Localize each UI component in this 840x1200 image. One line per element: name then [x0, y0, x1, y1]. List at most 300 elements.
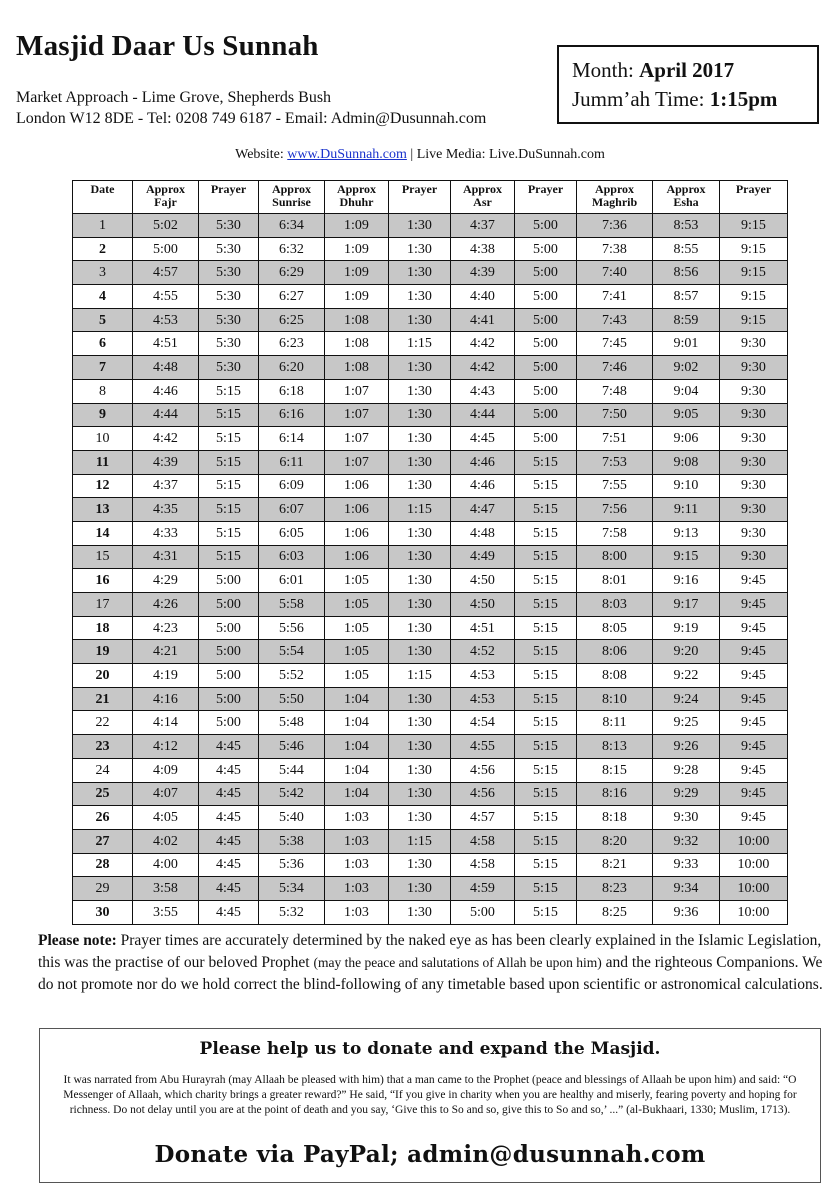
time-cell: 5:15 [515, 758, 577, 782]
prayer-timetable [72, 180, 788, 925]
column-header-line: Approx [462, 182, 503, 196]
time-cell: 9:45 [720, 664, 788, 688]
table-row [73, 403, 788, 427]
time-cell: 4:39 [133, 450, 199, 474]
table-body [73, 214, 788, 925]
time-cell: 5:15 [515, 616, 577, 640]
time-cell: 5:58 [259, 593, 325, 617]
date-cell: 24 [73, 758, 133, 782]
time-cell: 4:45 [199, 806, 259, 830]
time-cell: 7:40 [577, 261, 653, 285]
table-row [73, 214, 788, 238]
time-cell: 9:34 [653, 877, 720, 901]
time-cell: 10:00 [720, 900, 788, 924]
time-cell: 1:04 [325, 782, 389, 806]
time-cell: 1:07 [325, 403, 389, 427]
date-cell: 27 [73, 829, 133, 853]
time-cell: 7:46 [577, 356, 653, 380]
time-cell: 5:30 [199, 332, 259, 356]
time-cell: 8:15 [577, 758, 653, 782]
time-cell: 1:30 [389, 593, 451, 617]
time-cell: 9:15 [720, 214, 788, 238]
time-cell: 4:44 [451, 403, 515, 427]
time-cell: 1:03 [325, 877, 389, 901]
date-cell: 13 [73, 498, 133, 522]
note-text-2: and the righteous Companions. We do not promote nor do we hold correct the blind-following of any timetable based upon scientific or astronomical calculations. [38, 954, 823, 993]
column-header-line: Asr [473, 195, 492, 209]
time-cell: 1:09 [325, 214, 389, 238]
date-cell: 22 [73, 711, 133, 735]
date-cell: 8 [73, 379, 133, 403]
time-cell: 4:42 [133, 427, 199, 451]
time-cell: 4:39 [451, 261, 515, 285]
note-label: Please note: [38, 932, 117, 949]
time-cell: 4:37 [133, 474, 199, 498]
table-row [73, 332, 788, 356]
time-cell: 9:02 [653, 356, 720, 380]
time-cell: 4:45 [199, 853, 259, 877]
time-cell: 4:58 [451, 829, 515, 853]
time-cell: 5:00 [515, 237, 577, 261]
table-row [73, 308, 788, 332]
time-cell: 6:29 [259, 261, 325, 285]
time-cell: 1:30 [389, 521, 451, 545]
time-cell: 9:16 [653, 569, 720, 593]
table-row [73, 498, 788, 522]
time-cell: 4:19 [133, 664, 199, 688]
time-cell: 9:11 [653, 498, 720, 522]
time-cell: 5:00 [515, 285, 577, 309]
time-cell: 4:57 [451, 806, 515, 830]
time-cell: 5:34 [259, 877, 325, 901]
time-cell: 3:55 [133, 900, 199, 924]
date-cell: 19 [73, 640, 133, 664]
time-cell: 5:30 [199, 214, 259, 238]
date-cell: 25 [73, 782, 133, 806]
table-row [73, 877, 788, 901]
time-cell: 6:05 [259, 521, 325, 545]
time-cell: 4:07 [133, 782, 199, 806]
time-cell: 5:15 [515, 711, 577, 735]
time-cell: 9:10 [653, 474, 720, 498]
date-cell: 6 [73, 332, 133, 356]
time-cell: 4:46 [133, 379, 199, 403]
time-cell: 5:00 [199, 616, 259, 640]
time-cell: 1:15 [389, 498, 451, 522]
hadith-text: It was narrated from Abu Hurayrah (may Allaah be pleased with him) that a man came to the Prophet (peace and blessings of Allaah be upon him) and said: “O Messenger of Allaah, which charity brings a greater reward?” He said, “If you give in charity when you are healthy and miserly, fearing poverty and hoping for richness. Do not delay until you are at the point of death and you say, ‘Give this to So and so, give this to So and so,’ ...” (al-Bukhaari, 1330; Muslim, 1713). [63, 1074, 797, 1116]
column-header-line: Approx [336, 182, 377, 196]
time-cell: 4:48 [451, 521, 515, 545]
time-cell: 9:20 [653, 640, 720, 664]
column-header-line: Dhuhr [339, 195, 374, 209]
paypal-donate-line: Donate via PayPal; admin@dusunnah.com [154, 1141, 706, 1168]
time-cell: 8:00 [577, 545, 653, 569]
column-header-line: Prayer [210, 182, 247, 196]
month-info-box [557, 45, 819, 124]
table-row [73, 356, 788, 380]
time-cell: 5:15 [515, 450, 577, 474]
time-cell: 7:56 [577, 498, 653, 522]
time-cell: 5:30 [199, 237, 259, 261]
time-cell: 1:30 [389, 474, 451, 498]
column-header-line: Prayer [401, 182, 438, 196]
time-cell: 9:30 [720, 356, 788, 380]
time-cell: 5:15 [199, 403, 259, 427]
column-header-line: Prayer [527, 182, 564, 196]
time-cell: 9:05 [653, 403, 720, 427]
time-cell: 10:00 [720, 853, 788, 877]
address-line-1: Market Approach - Lime Grove, Shepherds Bush [16, 89, 332, 106]
table-row [73, 687, 788, 711]
column-header-line: Date [90, 182, 115, 196]
time-cell: 5:15 [515, 664, 577, 688]
time-cell: 1:30 [389, 214, 451, 238]
time-cell: 6:11 [259, 450, 325, 474]
time-cell: 6:09 [259, 474, 325, 498]
time-cell: 9:28 [653, 758, 720, 782]
time-cell: 4:49 [451, 545, 515, 569]
time-cell: 1:30 [389, 806, 451, 830]
time-cell: 8:18 [577, 806, 653, 830]
time-cell: 9:30 [720, 403, 788, 427]
time-cell: 7:41 [577, 285, 653, 309]
date-cell: 29 [73, 877, 133, 901]
date-cell: 10 [73, 427, 133, 451]
time-cell: 4:29 [133, 569, 199, 593]
time-cell: 9:15 [720, 261, 788, 285]
column-header [515, 181, 577, 214]
time-cell: 4:33 [133, 521, 199, 545]
time-cell: 1:08 [325, 332, 389, 356]
date-cell: 26 [73, 806, 133, 830]
time-cell: 9:45 [720, 593, 788, 617]
time-cell: 5:00 [515, 403, 577, 427]
column-header-line: Approx [594, 182, 635, 196]
date-cell: 14 [73, 521, 133, 545]
table-row [73, 640, 788, 664]
time-cell: 7:58 [577, 521, 653, 545]
time-cell: 9:30 [720, 450, 788, 474]
time-cell: 1:06 [325, 545, 389, 569]
time-cell: 4:44 [133, 403, 199, 427]
time-cell: 1:03 [325, 829, 389, 853]
address-line-2: London W12 8DE - Tel: 0208 749 6187 - Email: Admin@Dusunnah.com [16, 110, 487, 127]
time-cell: 4:50 [451, 593, 515, 617]
time-cell: 5:00 [199, 569, 259, 593]
time-cell: 9:45 [720, 616, 788, 640]
time-cell: 8:57 [653, 285, 720, 309]
time-cell: 1:30 [389, 640, 451, 664]
column-header [720, 181, 788, 214]
time-cell: 4:42 [451, 332, 515, 356]
time-cell: 1:07 [325, 450, 389, 474]
time-cell: 8:56 [653, 261, 720, 285]
time-cell: 4:23 [133, 616, 199, 640]
time-cell: 5:48 [259, 711, 325, 735]
time-cell: 7:43 [577, 308, 653, 332]
column-header-line: Approx [666, 182, 706, 196]
time-cell: 4:16 [133, 687, 199, 711]
time-cell: 6:25 [259, 308, 325, 332]
time-cell: 4:45 [199, 877, 259, 901]
time-cell: 6:16 [259, 403, 325, 427]
time-cell: 9:33 [653, 853, 720, 877]
time-cell: 5:52 [259, 664, 325, 688]
time-cell: 8:16 [577, 782, 653, 806]
time-cell: 5:02 [133, 214, 199, 238]
time-cell: 4:14 [133, 711, 199, 735]
time-cell: 4:38 [451, 237, 515, 261]
time-cell: 1:03 [325, 806, 389, 830]
table-row [73, 900, 788, 924]
time-cell: 1:05 [325, 569, 389, 593]
time-cell: 5:15 [515, 782, 577, 806]
time-cell: 5:30 [199, 356, 259, 380]
time-cell: 5:54 [259, 640, 325, 664]
jummah-value: 1:15pm [709, 87, 778, 111]
time-cell: 6:18 [259, 379, 325, 403]
time-cell: 5:40 [259, 806, 325, 830]
time-cell: 1:30 [389, 450, 451, 474]
time-cell: 9:45 [720, 687, 788, 711]
time-cell: 4:48 [133, 356, 199, 380]
time-cell: 4:45 [199, 758, 259, 782]
time-cell: 5:15 [199, 427, 259, 451]
time-cell: 8:01 [577, 569, 653, 593]
column-header [653, 181, 720, 214]
table-row [73, 450, 788, 474]
time-cell: 5:00 [199, 664, 259, 688]
time-cell: 4:45 [199, 829, 259, 853]
time-cell: 5:15 [515, 474, 577, 498]
time-cell: 1:03 [325, 900, 389, 924]
time-cell: 4:02 [133, 829, 199, 853]
time-cell: 5:15 [199, 521, 259, 545]
time-cell: 5:15 [515, 829, 577, 853]
time-cell: 6:01 [259, 569, 325, 593]
time-cell: 8:03 [577, 593, 653, 617]
column-header [577, 181, 653, 214]
time-cell: 5:15 [199, 450, 259, 474]
table-row [73, 664, 788, 688]
column-header [325, 181, 389, 214]
time-cell: 1:30 [389, 545, 451, 569]
time-cell: 9:30 [720, 427, 788, 451]
time-cell: 8:25 [577, 900, 653, 924]
time-cell: 8:13 [577, 735, 653, 759]
table-row [73, 806, 788, 830]
time-cell: 9:45 [720, 758, 788, 782]
time-cell: 4:53 [133, 308, 199, 332]
time-cell: 9:45 [720, 640, 788, 664]
time-cell: 9:30 [720, 498, 788, 522]
website-line [0, 147, 840, 163]
time-cell: 9:30 [720, 474, 788, 498]
time-cell: 1:05 [325, 616, 389, 640]
time-cell: 5:15 [515, 687, 577, 711]
table-row [73, 427, 788, 451]
table-row [73, 545, 788, 569]
time-cell: 1:06 [325, 474, 389, 498]
time-cell: 9:45 [720, 782, 788, 806]
time-cell: 4:45 [451, 427, 515, 451]
time-cell: 1:30 [389, 261, 451, 285]
website-link[interactable]: www.DuSunnah.com [287, 147, 407, 162]
time-cell: 9:24 [653, 687, 720, 711]
time-cell: 4:37 [451, 214, 515, 238]
date-cell: 12 [73, 474, 133, 498]
time-cell: 4:46 [451, 450, 515, 474]
time-cell: 6:07 [259, 498, 325, 522]
time-cell: 4:42 [451, 356, 515, 380]
column-header [133, 181, 199, 214]
time-cell: 4:55 [451, 735, 515, 759]
time-cell: 1:15 [389, 829, 451, 853]
time-cell: 4:53 [451, 664, 515, 688]
time-cell: 1:30 [389, 356, 451, 380]
time-cell: 8:05 [577, 616, 653, 640]
time-cell: 1:30 [389, 308, 451, 332]
table-row [73, 379, 788, 403]
time-cell: 8:23 [577, 877, 653, 901]
time-cell: 5:00 [199, 711, 259, 735]
time-cell: 1:30 [389, 427, 451, 451]
time-cell: 4:51 [133, 332, 199, 356]
table-row [73, 569, 788, 593]
jummah-label: Jumm’ah Time: [572, 87, 705, 111]
time-cell: 9:30 [720, 332, 788, 356]
time-cell: 10:00 [720, 829, 788, 853]
page-title: Masjid Daar Us Sunnah [16, 30, 319, 62]
table-row [73, 829, 788, 853]
time-cell: 6:14 [259, 427, 325, 451]
live-media-text: Live Media: Live.DuSunnah.com [416, 147, 605, 162]
time-cell: 4:56 [451, 782, 515, 806]
time-cell: 8:10 [577, 687, 653, 711]
time-cell: 5:32 [259, 900, 325, 924]
column-header [259, 181, 325, 214]
time-cell: 4:54 [451, 711, 515, 735]
time-cell: 1:06 [325, 498, 389, 522]
time-cell: 5:15 [515, 498, 577, 522]
donate-title: Please help us to donate and expand the Masjid. [199, 1039, 661, 1059]
time-cell: 4:26 [133, 593, 199, 617]
time-cell: 5:15 [199, 474, 259, 498]
table-row [73, 782, 788, 806]
date-cell: 20 [73, 664, 133, 688]
time-cell: 1:30 [389, 853, 451, 877]
time-cell: 4:50 [451, 569, 515, 593]
time-cell: 3:58 [133, 877, 199, 901]
time-cell: 5:15 [515, 593, 577, 617]
jummah-row [572, 85, 817, 114]
time-cell: 9:06 [653, 427, 720, 451]
time-cell: 1:30 [389, 616, 451, 640]
time-cell: 4:35 [133, 498, 199, 522]
table-row [73, 735, 788, 759]
time-cell: 4:46 [451, 474, 515, 498]
time-cell: 4:31 [133, 545, 199, 569]
time-cell: 5:15 [515, 735, 577, 759]
time-cell: 5:15 [199, 498, 259, 522]
month-label: Month: [572, 58, 634, 82]
time-cell: 5:50 [259, 687, 325, 711]
website-label: Website: [235, 147, 284, 162]
time-cell: 8:53 [653, 214, 720, 238]
table-row [73, 616, 788, 640]
time-cell: 1:04 [325, 758, 389, 782]
column-header-line: Sunrise [272, 195, 311, 209]
time-cell: 9:45 [720, 569, 788, 593]
time-cell: 9:22 [653, 664, 720, 688]
time-cell: 9:19 [653, 616, 720, 640]
time-cell: 9:08 [653, 450, 720, 474]
time-cell: 4:52 [451, 640, 515, 664]
note-paragraph [38, 930, 828, 996]
time-cell: 9:36 [653, 900, 720, 924]
time-cell: 5:44 [259, 758, 325, 782]
time-cell: 5:15 [199, 545, 259, 569]
date-cell: 3 [73, 261, 133, 285]
time-cell: 6:03 [259, 545, 325, 569]
time-cell: 8:55 [653, 237, 720, 261]
time-cell: 8:06 [577, 640, 653, 664]
time-cell: 9:32 [653, 829, 720, 853]
month-row [572, 56, 817, 85]
time-cell: 1:06 [325, 521, 389, 545]
time-cell: 5:00 [515, 308, 577, 332]
time-cell: 4:05 [133, 806, 199, 830]
time-cell: 6:27 [259, 285, 325, 309]
date-cell: 9 [73, 403, 133, 427]
time-cell: 9:04 [653, 379, 720, 403]
table-row [73, 261, 788, 285]
date-cell: 16 [73, 569, 133, 593]
time-cell: 4:40 [451, 285, 515, 309]
time-cell: 5:00 [199, 640, 259, 664]
time-cell: 6:20 [259, 356, 325, 380]
time-cell: 1:08 [325, 356, 389, 380]
time-cell: 6:34 [259, 214, 325, 238]
date-cell: 11 [73, 450, 133, 474]
date-cell: 1 [73, 214, 133, 238]
time-cell: 9:45 [720, 735, 788, 759]
table-row [73, 853, 788, 877]
time-cell: 1:30 [389, 782, 451, 806]
date-cell: 18 [73, 616, 133, 640]
time-cell: 5:00 [515, 332, 577, 356]
time-cell: 9:29 [653, 782, 720, 806]
column-header-line: Maghrib [591, 195, 638, 209]
time-cell: 1:15 [389, 332, 451, 356]
date-cell: 5 [73, 308, 133, 332]
time-cell: 5:15 [515, 877, 577, 901]
date-cell: 7 [73, 356, 133, 380]
website-separator: | [410, 147, 414, 162]
time-cell: 7:38 [577, 237, 653, 261]
time-cell: 5:00 [515, 214, 577, 238]
time-cell: 10:00 [720, 877, 788, 901]
time-cell: 4:21 [133, 640, 199, 664]
time-cell: 1:30 [389, 285, 451, 309]
time-cell: 5:42 [259, 782, 325, 806]
time-cell: 5:15 [515, 806, 577, 830]
time-cell: 4:45 [199, 735, 259, 759]
time-cell: 9:15 [720, 237, 788, 261]
time-cell: 9:30 [720, 545, 788, 569]
date-cell: 17 [73, 593, 133, 617]
time-cell: 5:56 [259, 616, 325, 640]
